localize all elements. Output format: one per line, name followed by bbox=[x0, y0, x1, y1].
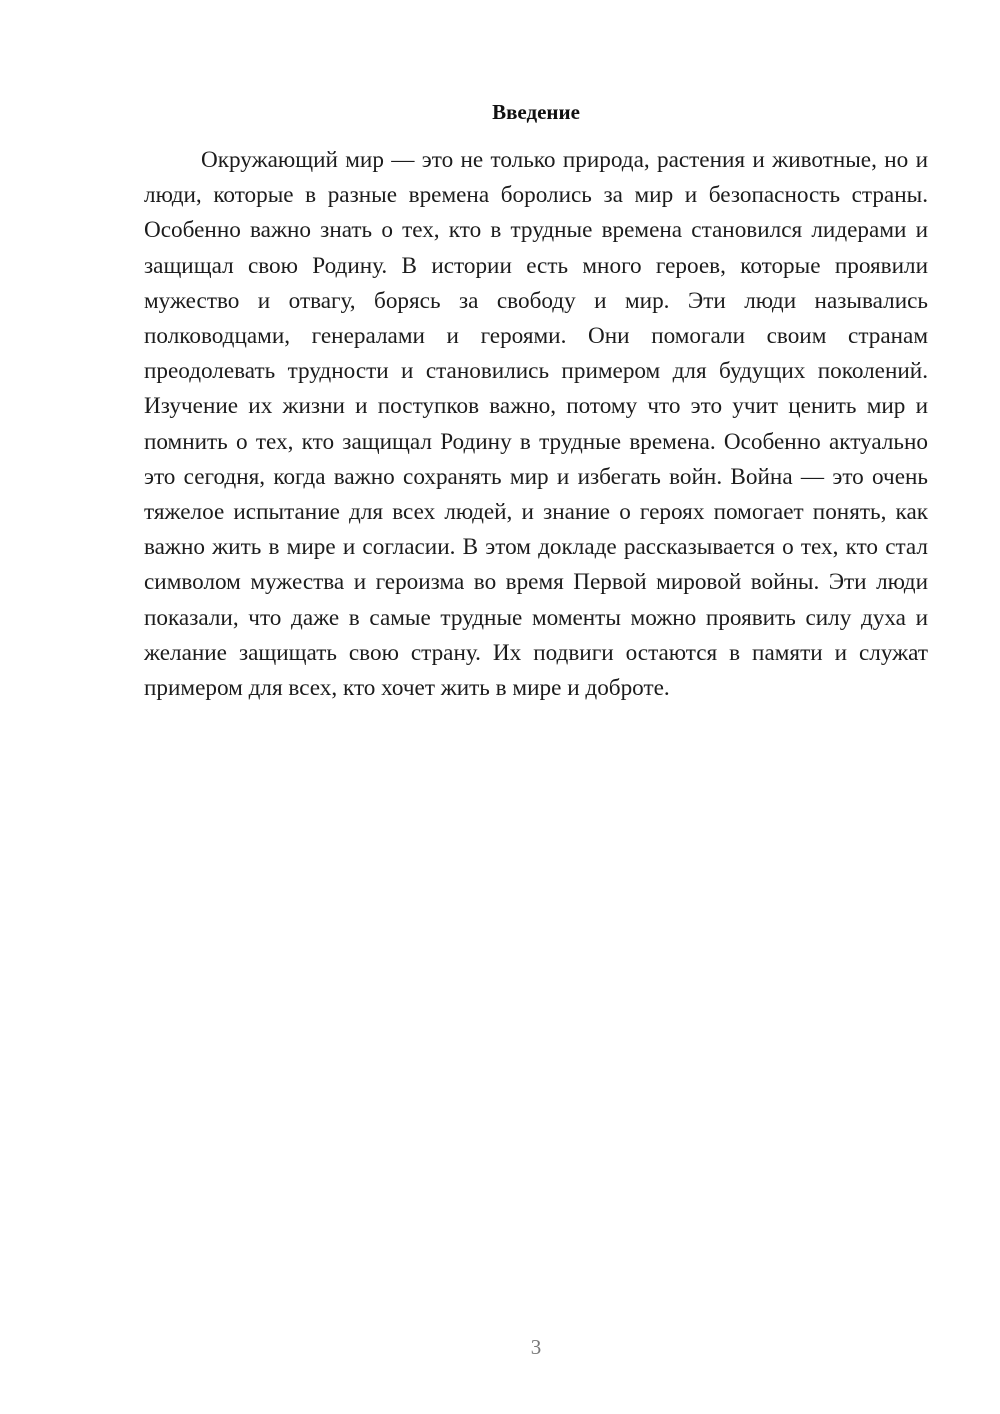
page-number: 3 bbox=[530, 1335, 542, 1359]
body-paragraph: Окружающий мир — это не только природа, растения и животные, но и люди, которые в разные времена боролись за мир и безопасность страны. Особенно важно знать о тех, кто в трудные времена становился лидерами и защищал свою Родину. В истории есть много героев, которые проявили мужество и отвагу, борясь за свободу и мир. Эти люди назывались полководцами, генералами и героями. Они помогали своим странам преодолевать трудности и становились примером для будущих поколений. Изучение их жизни и поступков важно, потому что это учит ценить мир и помнить о тех, кто защищал Родину в трудные времена. Особенно актуально это сегодня, когда важно сохранять мир и избегать войн. Война — это очень тяжелое испытание для всех людей, и знание о героях помогает понять, как важно жить в мире и согласии. В этом докладе рассказывается о тех, кто стал символом мужества и героизма во время Первой мировой войны. Эти люди показали, что даже в самые трудные моменты можно проявить силу духа и желание защищать свою страну. Их подвиги остаются в памяти и служат примером для всех, кто хочет жить в мире и доброте. bbox=[144, 147, 928, 702]
section-heading: Введение bbox=[492, 100, 580, 124]
